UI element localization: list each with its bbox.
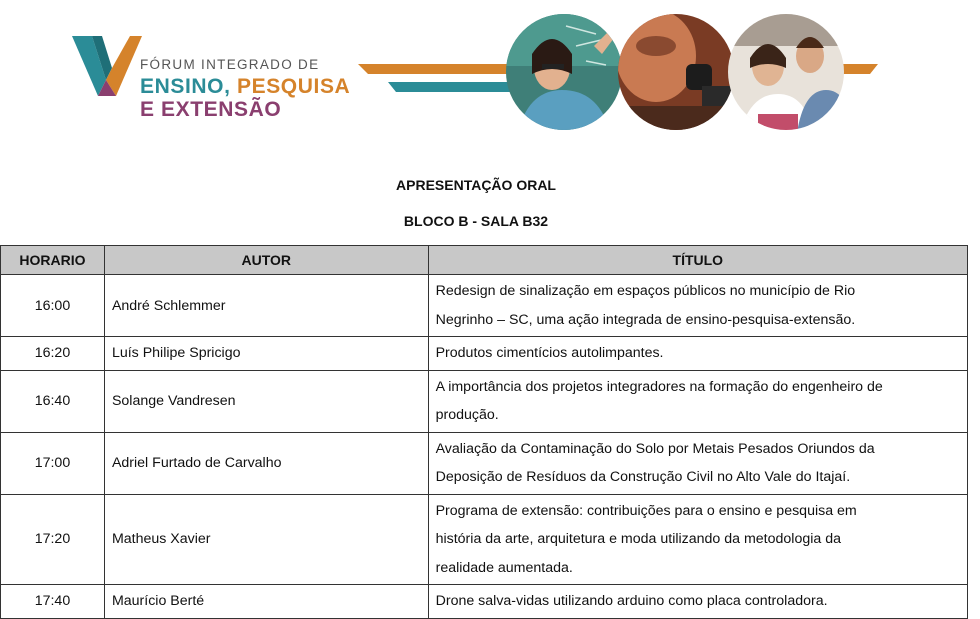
- logo-word-ensino: ENSINO,: [140, 74, 237, 98]
- time-cell: 17:40: [1, 585, 105, 619]
- author-cell: Adriel Furtado de Carvalho: [104, 432, 428, 494]
- table-row: [1, 337, 968, 371]
- table-row: [1, 275, 968, 337]
- author-cell: Solange Vandresen: [104, 370, 428, 432]
- title-cell: [428, 494, 967, 585]
- title-line: Avaliação da Contaminação do Solo por Metais Pesados Oriundos da: [435, 440, 875, 457]
- col-header-author: AUTOR: [104, 246, 428, 275]
- author-cell: Luís Philipe Spricigo: [104, 337, 428, 371]
- forum-logo-v-icon: [72, 34, 144, 98]
- time-cell: 16:20: [1, 337, 105, 371]
- table-row: [1, 432, 968, 494]
- table-row: [1, 494, 968, 585]
- title-line: A importância dos projetos integradores na formação do engenheiro de: [435, 378, 883, 395]
- table-row: [1, 585, 968, 619]
- title-line: produção.: [435, 407, 499, 423]
- title-line: Programa de extensão: contribuições para o ensino e pesquisa em: [435, 502, 857, 519]
- title-line: Produtos cimentícios autolimpantes.: [435, 345, 664, 361]
- time-cell: 16:40: [1, 370, 105, 432]
- logo-line-3: E EXTENSÃO: [140, 97, 282, 121]
- title-line: realidade aumentada.: [435, 559, 573, 576]
- time-cell: 17:00: [1, 432, 105, 494]
- title-line: Redesign de sinalização em espaços públicos no município de Rio: [435, 283, 856, 299]
- forum-logo-text: [140, 58, 350, 120]
- col-header-time: HORARIO: [1, 246, 105, 275]
- room-heading: BLOCO B - SALA B32: [403, 213, 549, 229]
- author-cell: Maurício Berté: [104, 585, 428, 619]
- title-cell: [428, 275, 967, 337]
- title-cell: [428, 585, 967, 619]
- group-lab-photo: [726, 6, 856, 140]
- time-cell: 17:20: [1, 494, 105, 585]
- event-banner: [0, 0, 980, 150]
- table-row: [1, 370, 968, 432]
- title-line: Negrinho – SC, uma ação integrada de ensino-pesquisa-extensão.: [435, 311, 856, 328]
- schedule-table: [0, 245, 968, 619]
- title-cell: [428, 432, 967, 494]
- table-header-row: [1, 246, 968, 275]
- time-cell: 16:00: [1, 275, 105, 337]
- col-header-title: TÍTULO: [428, 246, 967, 275]
- author-cell: André Schlemmer: [104, 275, 428, 337]
- title-line: Drone salva-vidas utilizando arduino como placa controladora.: [435, 593, 828, 609]
- title-cell: [428, 370, 967, 432]
- section-heading: APRESENTAÇÃO ORAL: [396, 177, 556, 193]
- logo-line-2: [140, 76, 350, 97]
- microscope-photo: [616, 6, 736, 140]
- logo-line-1: FÓRUM INTEGRADO DE: [140, 57, 320, 72]
- chalkboard-photo: [506, 6, 626, 140]
- title-line: Deposição de Resíduos da Construção Civil no Alto Vale do Itajaí.: [435, 469, 851, 485]
- title-line: história da arte, arquitetura e moda utilizando da metodologia da: [435, 531, 841, 547]
- logo-word-pesquisa: PESQUISA: [236, 74, 351, 98]
- title-cell: [428, 337, 967, 371]
- header-photos: [506, 6, 866, 140]
- author-cell: Matheus Xavier: [104, 494, 428, 585]
